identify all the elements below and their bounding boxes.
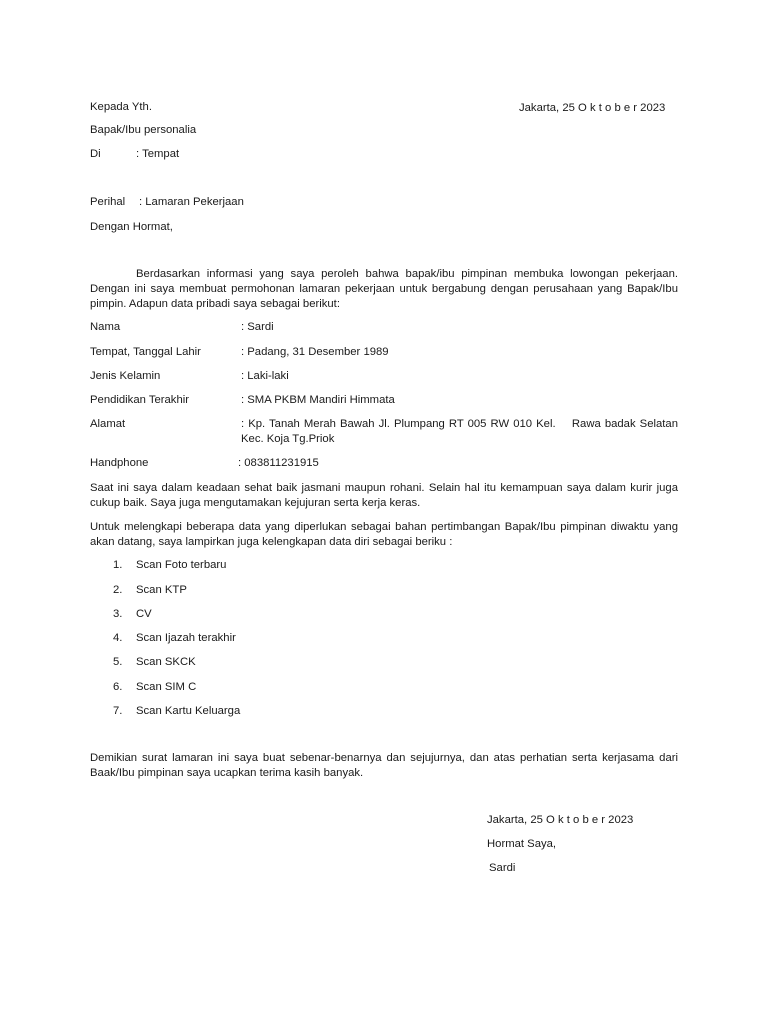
list-item: Scan KTP [136,584,187,596]
location-label: Di [90,148,101,160]
field-label-education: Pendidikan Terakhir [90,394,190,406]
field-label-address: Alamat [90,418,126,430]
list-item-number: 1. [113,559,123,571]
subject-value: : Lamaran Pekerjaan [139,196,244,208]
closing-paragraph: Demikian surat lamaran ini saya buat sebenar-benarnya dan sejujurnya, dan atas perhatian serta kerjasama dari Baak/Ibu pimpinan saya ucapkan terima kasih banyak. [90,752,678,779]
list-item-number: 6. [113,681,123,693]
list-item: Scan SIM C [136,681,197,693]
list-item: Scan SKCK [136,656,196,668]
field-label-birth: Tempat, Tanggal Lahir [90,346,201,358]
field-value-birth: : Padang, 31 Desember 1989 [241,346,389,358]
attachments-intro-paragraph: Untuk melengkapi beberapa data yang diperlukan sebagai bahan pertimbangan Bapak/Ibu pimpinan diwaktu yang akan datang, saya lampirkan juga kelengkapan data diri sebagai beriku : [90,521,678,548]
list-item: Scan Foto terbaru [136,559,227,571]
field-value-name: : Sardi [241,321,274,333]
list-item: CV [136,608,152,620]
recipient-line: Kepada Yth. [90,101,152,113]
list-item: Scan Ijazah terakhir [136,632,236,644]
recipient-title: Bapak/Ibu personalia [90,124,197,136]
signature-name: Sardi [489,862,516,874]
list-item-number: 2. [113,584,123,596]
field-value-education: : SMA PKBM Mandiri Himmata [241,394,395,406]
field-label-gender: Jenis Kelamin [90,370,161,382]
health-paragraph: Saat ini saya dalam keadaan sehat baik jasmani maupun rohani. Selain hal itu kemampuan saya dalam kurir juga cukup baik. Saya juga mengutamakan kejujuran serta kerja keras. [90,482,678,509]
greeting: Dengan Hormat, [90,221,173,233]
letter-date: Jakarta, 25 O k t o b e r 2023 [519,102,666,114]
subject-label: Perihal [90,196,126,208]
location-value: : Tempat [136,148,180,160]
list-item-number: 3. [113,608,123,620]
intro-paragraph: Berdasarkan informasi yang saya peroleh bahwa bapak/ibu pimpinan membuka lowongan pekerjaan. Dengan ini saya membuat permohonan lamaran pekerjaan untuk bergabung dengan perusahaan yang Bapak/Ibu pimpin. Adapun data pribadi saya sebagai berikut: [90,268,678,310]
list-item-number: 7. [113,705,123,717]
list-item: Scan Kartu Keluarga [136,705,241,717]
field-label-phone: Handphone [90,457,149,469]
list-item-number: 4. [113,632,123,644]
list-item-number: 5. [113,656,123,668]
field-value-phone: : 083811231915 [238,457,319,469]
signature-salutation: Hormat Saya, [487,838,557,850]
field-value-address: : Kp. Tanah Merah Bawah Jl. Plumpang RT 005 RW 010 Kel. Rawa badak Selatan Kec. Koja Tg.Priok [241,418,682,445]
field-label-name: Nama [90,321,121,333]
signature-date: Jakarta, 25 O k t o b e r 2023 [487,814,634,826]
field-value-gender: : Laki-laki [241,370,289,382]
